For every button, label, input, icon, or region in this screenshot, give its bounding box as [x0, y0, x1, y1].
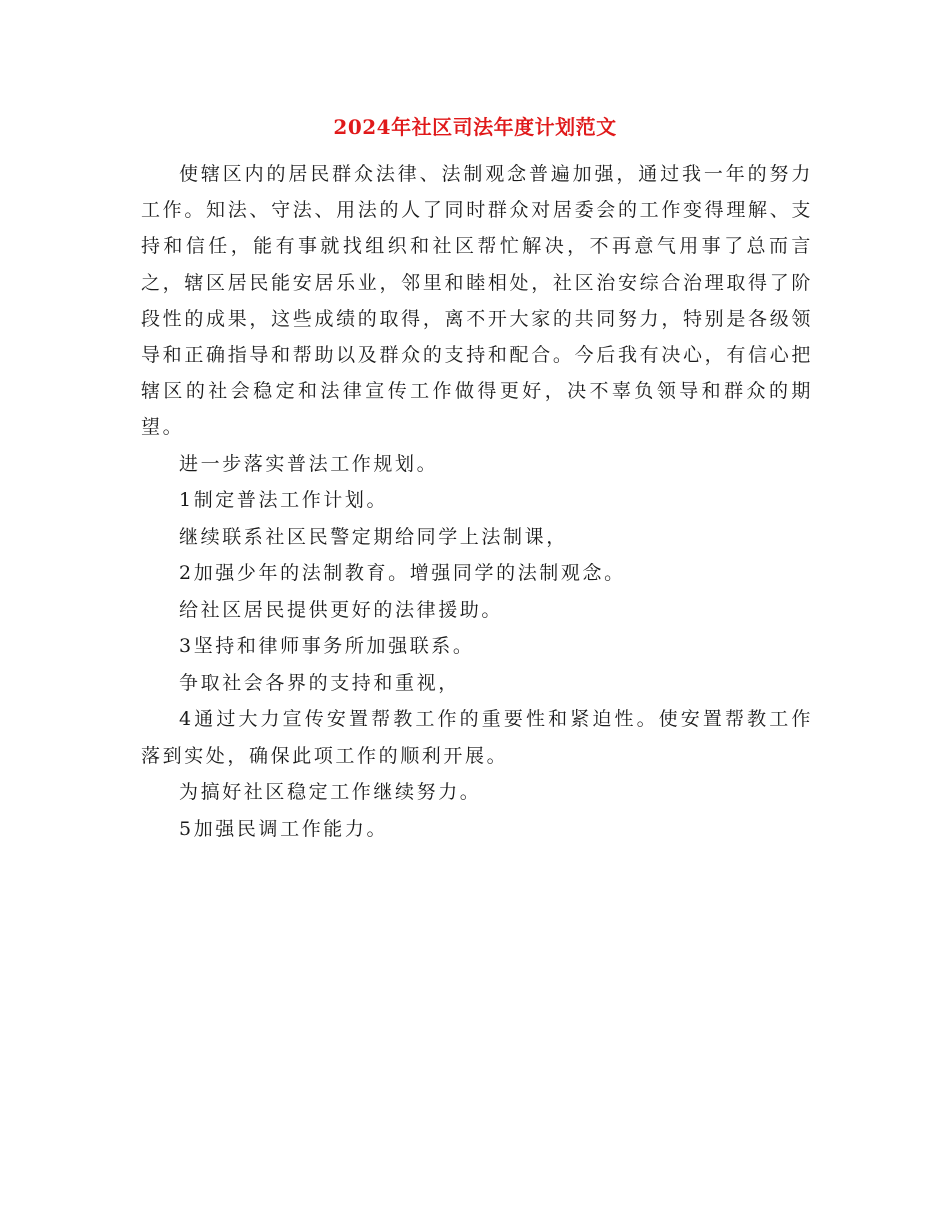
document-title: 2024年社区司法年度计划范文 — [333, 115, 617, 139]
paragraph: 为搞好社区稳定工作继续努力。 — [179, 781, 482, 804]
document-body — [141, 156, 813, 847]
paragraph: 争取社会各界的支持和重视， — [179, 671, 460, 694]
paragraph: 进一步落实普法工作规划。 — [179, 452, 439, 475]
paragraph: 使辖区内的居民群众法律、法制观念普遍加强，通过我一年的努力工作。知法、守法、用法的人了同时群众对居委会的工作变得理解、支持和信任，能有事就找组织和社区帮忙解决，不再意气用事了总而言之，辖区居民能安居乐业，邻里和睦相处，社区治安综合治理取得了阶段性的成果，这些成绩的取得，离不开大家的共同努力，特别是各级领导和正确指导和帮助以及群众的支持和配合。今后我有决心，有信心把辖区的社会稳定和法律宣传工作做得更好，决不辜负领导和群众的期望。 — [141, 163, 813, 439]
paragraph: 给社区居民提供更好的法律援助。 — [179, 598, 504, 621]
paragraph: 继续联系社区民警定期给同学上法制课， — [179, 525, 568, 548]
paragraph: 5加强民调工作能力。 — [179, 817, 389, 840]
paragraph: 4通过大力宣传安置帮教工作的重要性和紧迫性。使安置帮教工作落到实处，确保此项工作的顺利开展。 — [141, 708, 813, 767]
paragraph: 3坚持和律师事务所加强联系。 — [179, 635, 475, 658]
paragraph: 2加强少年的法制教育。增强同学的法制观念。 — [179, 562, 626, 585]
paragraph: 1制定普法工作计划。 — [179, 489, 389, 512]
